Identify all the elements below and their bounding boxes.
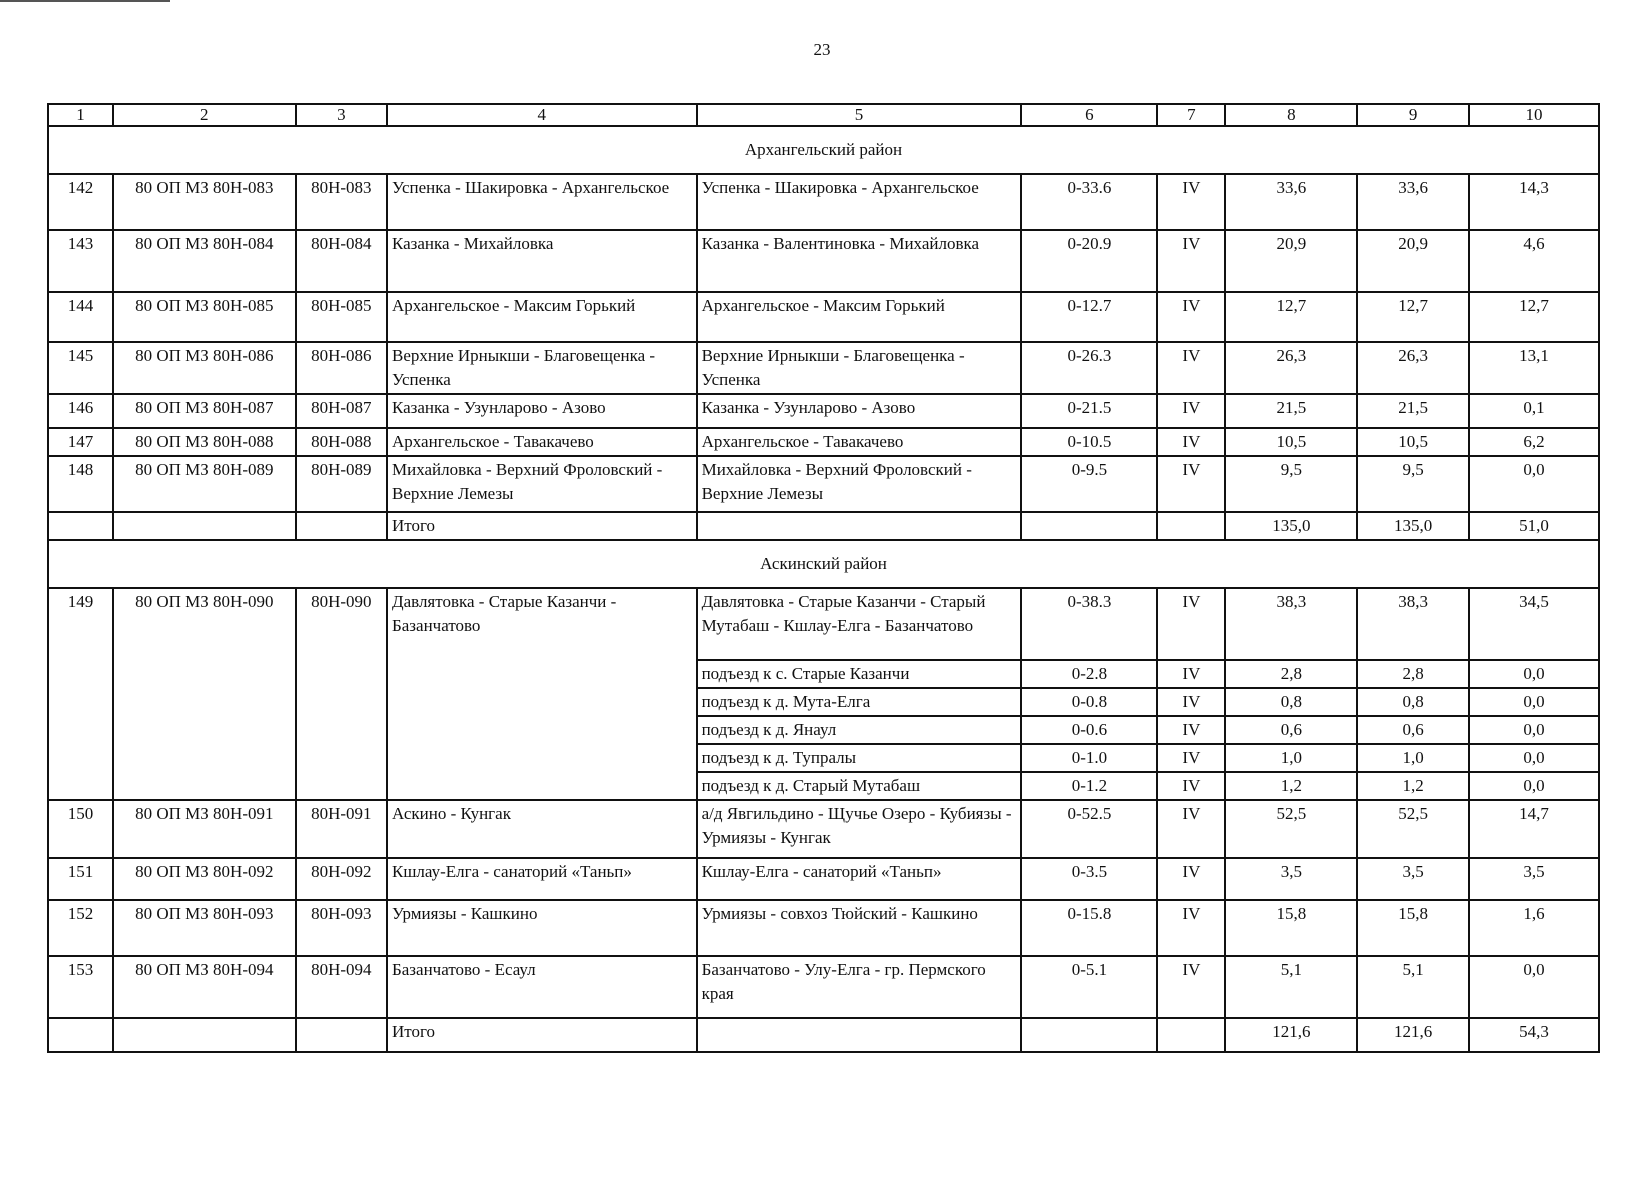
road-name: Давлятовка - Старые Казанчи - Базанчатово <box>387 588 697 800</box>
length-col-8: 12,7 <box>1225 292 1357 342</box>
route-description: подъезд к с. Старые Казанчи <box>697 660 1022 688</box>
km-range: 0-33.6 <box>1021 174 1157 230</box>
road-name: Базанчатово - Есаул <box>387 956 697 1018</box>
road-name: Казанка - Михайловка <box>387 230 697 292</box>
road-category: IV <box>1157 456 1225 512</box>
km-range: 0-10.5 <box>1021 428 1157 456</box>
route-description: Михайловка - Верхний Фроловский - Верхние Лемезы <box>697 456 1022 512</box>
total-row <box>48 1018 1599 1052</box>
length-col-9: 1,2 <box>1357 772 1469 800</box>
road-id: 80 ОП МЗ 80Н-090 <box>113 588 296 800</box>
total-empty-3 <box>296 1018 387 1052</box>
length-col-10: 14,3 <box>1469 174 1599 230</box>
road-category: IV <box>1157 230 1225 292</box>
table-row <box>48 174 1599 230</box>
road-code: 80Н-083 <box>296 174 387 230</box>
km-range: 0-38.3 <box>1021 588 1157 660</box>
route-description: подъезд к д. Старый Мутабаш <box>697 772 1022 800</box>
length-col-10: 0,1 <box>1469 394 1599 428</box>
district-heading-row <box>48 540 1599 588</box>
total-empty-6 <box>1021 512 1157 540</box>
length-col-10: 0,0 <box>1469 456 1599 512</box>
road-category: IV <box>1157 858 1225 900</box>
length-col-10: 13,1 <box>1469 342 1599 394</box>
length-col-9: 3,5 <box>1357 858 1469 900</box>
road-code: 80Н-088 <box>296 428 387 456</box>
road-category: IV <box>1157 800 1225 858</box>
row-number: 148 <box>48 456 113 512</box>
road-name: Кшлау-Елга - санаторий «Таньп» <box>387 858 697 900</box>
total-empty-5 <box>697 1018 1022 1052</box>
table-row <box>48 292 1599 342</box>
road-category: IV <box>1157 428 1225 456</box>
road-id: 80 ОП МЗ 80Н-092 <box>113 858 296 900</box>
road-id: 80 ОП МЗ 80Н-083 <box>113 174 296 230</box>
length-col-9: 26,3 <box>1357 342 1469 394</box>
road-code: 80Н-084 <box>296 230 387 292</box>
length-col-8: 3,5 <box>1225 858 1357 900</box>
road-id: 80 ОП МЗ 80Н-094 <box>113 956 296 1018</box>
road-code: 80Н-091 <box>296 800 387 858</box>
road-name: Аскино - Кунгак <box>387 800 697 858</box>
km-range: 0-3.5 <box>1021 858 1157 900</box>
road-id: 80 ОП МЗ 80Н-086 <box>113 342 296 394</box>
row-number: 145 <box>48 342 113 394</box>
route-description: Казанка - Узунларово - Азово <box>697 394 1022 428</box>
route-description: Верхние Ирныкши - Благовещенка - Успенка <box>697 342 1022 394</box>
km-range: 0-0.8 <box>1021 688 1157 716</box>
district-heading-row <box>48 126 1599 174</box>
length-col-10: 4,6 <box>1469 230 1599 292</box>
road-id: 80 ОП МЗ 80Н-084 <box>113 230 296 292</box>
road-category: IV <box>1157 716 1225 744</box>
road-category: IV <box>1157 394 1225 428</box>
road-id: 80 ОП МЗ 80Н-087 <box>113 394 296 428</box>
route-description: Урмиязы - совхоз Тюйский - Кашкино <box>697 900 1022 956</box>
length-col-8: 0,6 <box>1225 716 1357 744</box>
total-empty-5 <box>697 512 1022 540</box>
column-number-row <box>48 104 1599 126</box>
column-number-7: 7 <box>1157 104 1225 126</box>
row-number: 147 <box>48 428 113 456</box>
length-col-9: 12,7 <box>1357 292 1469 342</box>
total-empty-7 <box>1157 1018 1225 1052</box>
length-col-10: 34,5 <box>1469 588 1599 660</box>
table-row <box>48 588 1599 660</box>
road-category: IV <box>1157 588 1225 660</box>
length-col-10: 3,5 <box>1469 858 1599 900</box>
length-col-9: 10,5 <box>1357 428 1469 456</box>
row-number: 146 <box>48 394 113 428</box>
road-id: 80 ОП МЗ 80Н-085 <box>113 292 296 342</box>
length-col-8: 52,5 <box>1225 800 1357 858</box>
road-category: IV <box>1157 744 1225 772</box>
total-col-9: 135,0 <box>1357 512 1469 540</box>
length-col-9: 15,8 <box>1357 900 1469 956</box>
road-name: Урмиязы - Кашкино <box>387 900 697 956</box>
total-empty-6 <box>1021 1018 1157 1052</box>
length-col-9: 9,5 <box>1357 456 1469 512</box>
district-heading: Аскинский район <box>48 540 1599 588</box>
km-range: 0-12.7 <box>1021 292 1157 342</box>
table-row <box>48 342 1599 394</box>
length-col-9: 33,6 <box>1357 174 1469 230</box>
km-range: 0-5.1 <box>1021 956 1157 1018</box>
route-description: Базанчатово - Улу-Елга - гр. Пермского края <box>697 956 1022 1018</box>
row-number: 152 <box>48 900 113 956</box>
length-col-8: 38,3 <box>1225 588 1357 660</box>
column-number-10: 10 <box>1469 104 1599 126</box>
road-name: Архангельское - Максим Горький <box>387 292 697 342</box>
length-col-8: 0,8 <box>1225 688 1357 716</box>
length-col-8: 21,5 <box>1225 394 1357 428</box>
total-row <box>48 512 1599 540</box>
road-category: IV <box>1157 900 1225 956</box>
road-code: 80Н-092 <box>296 858 387 900</box>
length-col-8: 9,5 <box>1225 456 1357 512</box>
length-col-8: 33,6 <box>1225 174 1357 230</box>
length-col-10: 0,0 <box>1469 660 1599 688</box>
route-description: Казанка - Валентиновка - Михайловка <box>697 230 1022 292</box>
total-label: Итого <box>387 1018 697 1052</box>
road-category: IV <box>1157 292 1225 342</box>
km-range: 0-26.3 <box>1021 342 1157 394</box>
column-number-8: 8 <box>1225 104 1357 126</box>
total-empty-2 <box>113 512 296 540</box>
length-col-10: 14,7 <box>1469 800 1599 858</box>
road-id: 80 ОП МЗ 80Н-089 <box>113 456 296 512</box>
km-range: 0-9.5 <box>1021 456 1157 512</box>
row-number: 142 <box>48 174 113 230</box>
road-registry-table <box>47 103 1600 1053</box>
road-code: 80Н-094 <box>296 956 387 1018</box>
table-row <box>48 956 1599 1018</box>
table-row <box>48 230 1599 292</box>
length-col-9: 38,3 <box>1357 588 1469 660</box>
km-range: 0-0.6 <box>1021 716 1157 744</box>
row-number: 150 <box>48 800 113 858</box>
km-range: 0-1.0 <box>1021 744 1157 772</box>
road-category: IV <box>1157 772 1225 800</box>
length-col-9: 20,9 <box>1357 230 1469 292</box>
road-category: IV <box>1157 956 1225 1018</box>
column-number-3: 3 <box>296 104 387 126</box>
table-row <box>48 394 1599 428</box>
column-number-4: 4 <box>387 104 697 126</box>
length-col-8: 5,1 <box>1225 956 1357 1018</box>
road-id: 80 ОП МЗ 80Н-088 <box>113 428 296 456</box>
length-col-10: 0,0 <box>1469 772 1599 800</box>
road-id: 80 ОП МЗ 80Н-091 <box>113 800 296 858</box>
km-range: 0-15.8 <box>1021 900 1157 956</box>
road-name: Михайловка - Верхний Фроловский - Верхние Лемезы <box>387 456 697 512</box>
road-code: 80Н-093 <box>296 900 387 956</box>
row-number: 149 <box>48 588 113 800</box>
length-col-8: 15,8 <box>1225 900 1357 956</box>
total-empty-2 <box>113 1018 296 1052</box>
total-col-10: 51,0 <box>1469 512 1599 540</box>
column-number-2: 2 <box>113 104 296 126</box>
total-empty-1 <box>48 1018 113 1052</box>
length-col-10: 1,6 <box>1469 900 1599 956</box>
length-col-8: 1,2 <box>1225 772 1357 800</box>
total-label: Итого <box>387 512 697 540</box>
total-empty-3 <box>296 512 387 540</box>
table-row <box>48 456 1599 512</box>
length-col-9: 21,5 <box>1357 394 1469 428</box>
length-col-9: 0,6 <box>1357 716 1469 744</box>
length-col-8: 20,9 <box>1225 230 1357 292</box>
length-col-10: 12,7 <box>1469 292 1599 342</box>
row-number: 144 <box>48 292 113 342</box>
length-col-8: 26,3 <box>1225 342 1357 394</box>
length-col-9: 5,1 <box>1357 956 1469 1018</box>
length-col-10: 0,0 <box>1469 688 1599 716</box>
km-range: 0-21.5 <box>1021 394 1157 428</box>
road-category: IV <box>1157 660 1225 688</box>
road-category: IV <box>1157 174 1225 230</box>
row-number: 151 <box>48 858 113 900</box>
route-description: подъезд к д. Мута-Елга <box>697 688 1022 716</box>
district-heading: Архангельский район <box>48 126 1599 174</box>
length-col-10: 0,0 <box>1469 744 1599 772</box>
route-description: подъезд к д. Тупралы <box>697 744 1022 772</box>
column-number-9: 9 <box>1357 104 1469 126</box>
column-number-5: 5 <box>697 104 1022 126</box>
length-col-9: 1,0 <box>1357 744 1469 772</box>
road-code: 80Н-090 <box>296 588 387 800</box>
length-col-9: 52,5 <box>1357 800 1469 858</box>
total-col-9: 121,6 <box>1357 1018 1469 1052</box>
page-number: 23 <box>813 40 831 59</box>
length-col-8: 2,8 <box>1225 660 1357 688</box>
route-description: Давлятовка - Старые Казанчи - Старый Мутабаш - Кшлау-Елга - Базанчатово <box>697 588 1022 660</box>
total-empty-7 <box>1157 512 1225 540</box>
column-number-1: 1 <box>48 104 113 126</box>
road-category: IV <box>1157 342 1225 394</box>
length-col-8: 10,5 <box>1225 428 1357 456</box>
total-col-8: 135,0 <box>1225 512 1357 540</box>
length-col-10: 0,0 <box>1469 956 1599 1018</box>
length-col-10: 6,2 <box>1469 428 1599 456</box>
road-code: 80Н-087 <box>296 394 387 428</box>
road-name: Архангельское - Тавакачево <box>387 428 697 456</box>
table-row <box>48 858 1599 900</box>
road-code: 80Н-085 <box>296 292 387 342</box>
total-empty-1 <box>48 512 113 540</box>
length-col-9: 2,8 <box>1357 660 1469 688</box>
table-row <box>48 900 1599 956</box>
route-description: Архангельское - Тавакачево <box>697 428 1022 456</box>
row-number: 143 <box>48 230 113 292</box>
route-description: Кшлау-Елга - санаторий «Таньп» <box>697 858 1022 900</box>
route-description: а/д Явгильдино - Щучье Озеро - Кубиязы - Урмиязы - Кунгак <box>697 800 1022 858</box>
road-category: IV <box>1157 688 1225 716</box>
km-range: 0-20.9 <box>1021 230 1157 292</box>
length-col-8: 1,0 <box>1225 744 1357 772</box>
km-range: 0-1.2 <box>1021 772 1157 800</box>
scan-edge-mark <box>0 0 170 2</box>
road-name: Успенка - Шакировка - Архангельское <box>387 174 697 230</box>
route-description: Успенка - Шакировка - Архангельское <box>697 174 1022 230</box>
total-col-10: 54,3 <box>1469 1018 1599 1052</box>
km-range: 0-2.8 <box>1021 660 1157 688</box>
row-number: 153 <box>48 956 113 1018</box>
length-col-9: 0,8 <box>1357 688 1469 716</box>
length-col-10: 0,0 <box>1469 716 1599 744</box>
road-name: Верхние Ирныкши - Благовещенка - Успенка <box>387 342 697 394</box>
road-name: Казанка - Узунларово - Азово <box>387 394 697 428</box>
table-row <box>48 800 1599 858</box>
road-code: 80Н-089 <box>296 456 387 512</box>
total-col-8: 121,6 <box>1225 1018 1357 1052</box>
km-range: 0-52.5 <box>1021 800 1157 858</box>
road-code: 80Н-086 <box>296 342 387 394</box>
route-description: Архангельское - Максим Горький <box>697 292 1022 342</box>
road-id: 80 ОП МЗ 80Н-093 <box>113 900 296 956</box>
table-row <box>48 428 1599 456</box>
route-description: подъезд к д. Янаул <box>697 716 1022 744</box>
column-number-6: 6 <box>1021 104 1157 126</box>
